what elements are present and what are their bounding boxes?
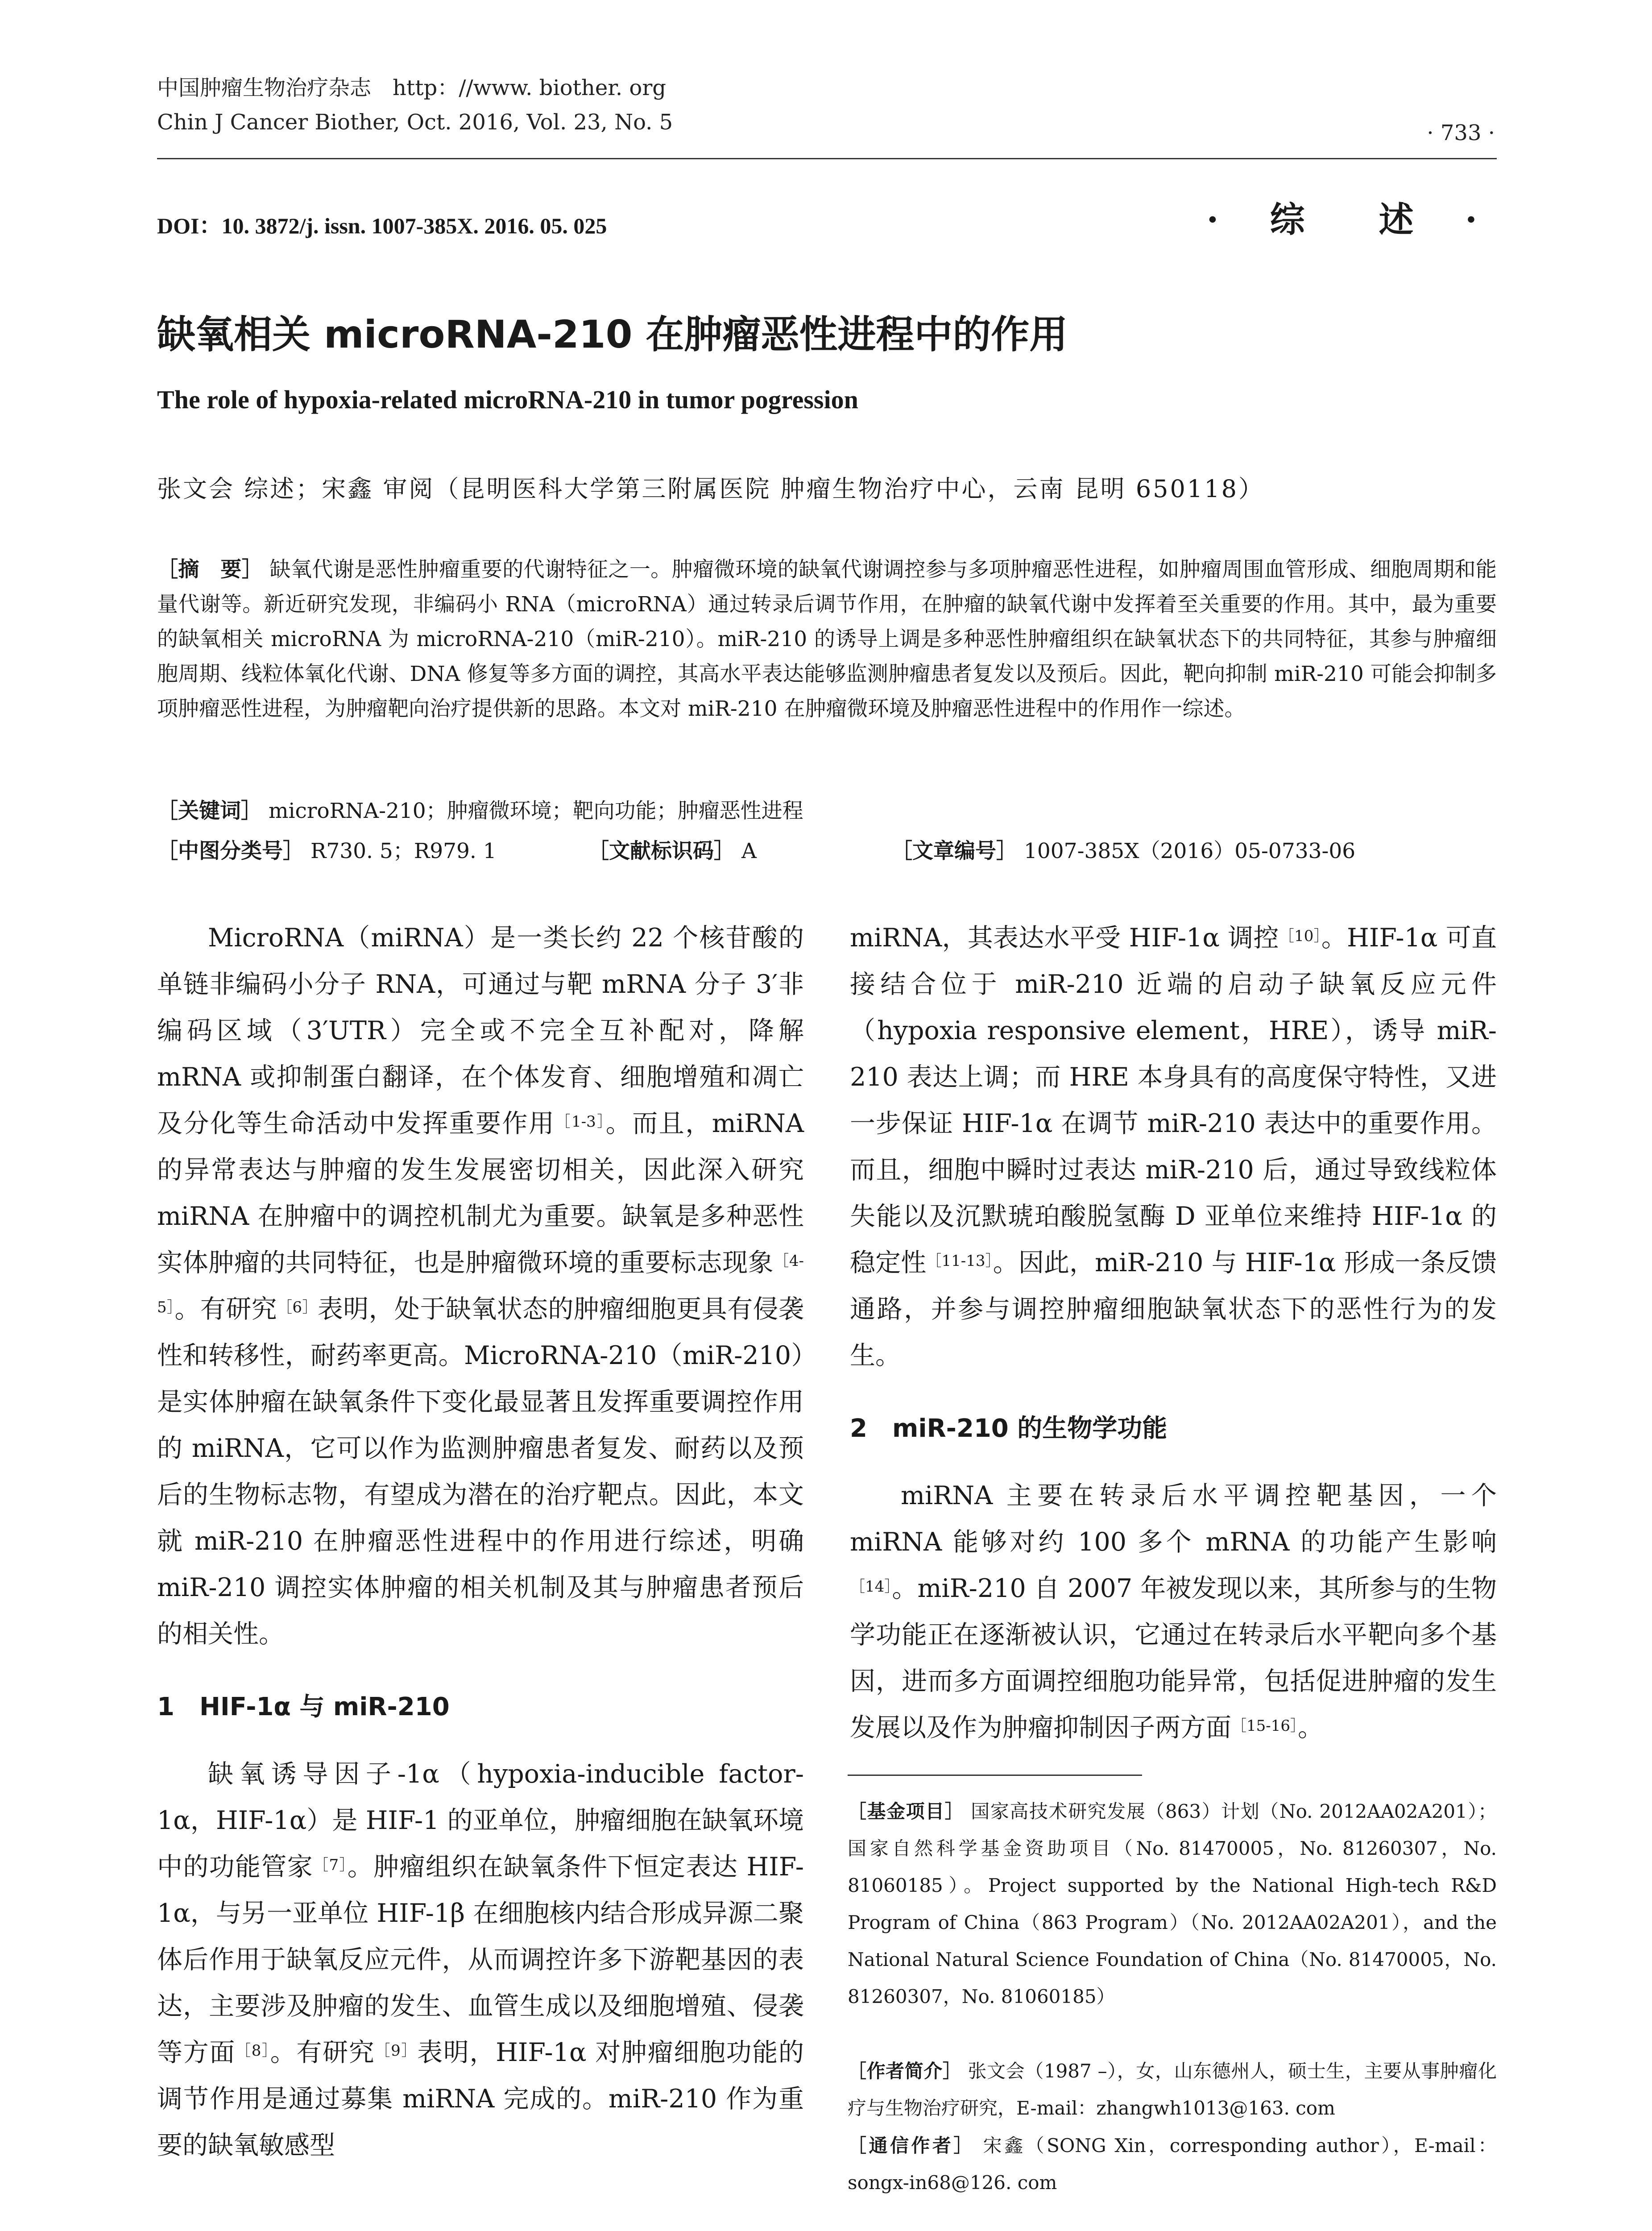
page-number: · 733 · xyxy=(1427,120,1495,145)
doc-value: A xyxy=(741,839,757,863)
citation[interactable]: ［8］ xyxy=(236,2042,270,2060)
classification-clc xyxy=(157,834,497,864)
citation[interactable]: ［7］ xyxy=(313,1856,348,1874)
keywords-text: microRNA-210；肿瘤微环境；靶向功能；肿瘤恶性进程 xyxy=(268,799,803,823)
article-title-cn: 缺氧相关 microRNA-210 在肿瘤恶性进程中的作用 xyxy=(157,312,1068,357)
art-label: ［文章编号］ xyxy=(891,839,1017,863)
right-column xyxy=(850,915,1497,1751)
section-1-heading: 1 HIF-1α 与 miR-210 xyxy=(157,1692,450,1721)
keywords xyxy=(157,794,803,824)
abstract-text: 缺氧代谢是恶性肿瘤重要的代谢特征之一。肿瘤微环境的缺氧代谢调控参与多项肿瘤恶性进程，如肿瘤周围血管形成、细胞周期和能量代谢等。新近研究发现，非编码小 RNA（microRNA）通过转录后调节作用，在肿瘤的缺氧代谢中发挥着至关重要的作用。其中，最为重要的缺氧相关 microRNA 为 microRNA-210（miR-210）。miR-210 的诱导上调是多种恶性肿瘤组织在缺氧状态下的共同特征，其参与肿瘤细胞周期、线粒体氧化代谢、DNA 修复等多方面的调控，其高水平表达能够监测肿瘤患者复发以及预后。因此，靶向抑制 miR-210 可能会抑制多项肿瘤恶性进程，为肿瘤靶向治疗提供新的思路。本文对 miR-210 在肿瘤微环境及肿瘤恶性进程中的作用作一综述。 xyxy=(157,557,1497,721)
footnote-rule xyxy=(848,1775,1142,1776)
citation[interactable]: ［6］ xyxy=(277,1298,318,1316)
funding-label: ［基金项目］ xyxy=(848,1800,965,1822)
continued-paragraph: miRNA，其表达水平受 HIF-1α 调控$^{[10]}$。HIF-1α 可直接结合位于 miR-210 近端的启动子缺氧反应元件（hypoxia responsive element，HRE），诱导 miR-210 表达上调；而 HRE 本身具有的高度保守特性，又进一步保证 HIF-1α 在调节 miR-210 表达中的重要作用。而且，细胞中瞬时过表达 miR-210 后，通过导致线粒体失能以及沉默琥珀酸脱氢酶 D 亚单位来维持 HIF-1α 的稳定性$^{[11-13]}$。因此，miR-210 与 HIF-1α 形成一条反馈通路，并参与调控肿瘤细胞缺氧状态下的恶性行为的发生。 xyxy=(850,923,1497,1370)
author-info-text: 张文会（1987 –），女，山东德州人，硕士生，主要从事肿瘤化疗与生物治疗研究，E-mail：zhangwh1013@163. com xyxy=(848,2060,1497,2119)
citation[interactable]: ［4-5］ xyxy=(157,1252,804,1316)
article-title-en: The role of hypoxia-related microRNA-210 in tumor pogression xyxy=(157,385,858,414)
section-2-paragraph: miRNA 主要在转录后水平调控靶基因，一个 miRNA 能够对约 100 多个 mRNA 的功能产生影响$^{[14]}$。miR-210 自 2007 年被发现以来，其所参与的生物学功能正在逐渐被认识，它通过在转录后水平靶向多个基因，进而多方面调控细胞功能异常，包括促进肿瘤的发生发展以及作为肿瘤抑制因子两方面$^{[15-16]}$。 xyxy=(850,1481,1497,1742)
clc-value: R730. 5；R979. 1 xyxy=(310,839,497,863)
footnote-funding xyxy=(848,1793,1497,2015)
footnote-corresponding xyxy=(848,2127,1497,2201)
doc-label: ［文献标识码］ xyxy=(588,839,735,863)
doi: DOI：10. 3872/j. issn. 1007-385X. 2016. 05. 025 xyxy=(157,213,607,238)
classification-doc xyxy=(588,834,757,864)
intro-paragraph: MicroRNA（miRNA）是一类长约 22 个核苷酸的单链非编码小分子 RNA，可通过与靶 mRNA 分子 3′非编码区域（3′UTR）完全或不完全互补配对，降解 mRNA 或抑制蛋白翻译，在个体发育、细胞增殖和凋亡及分化等生命活动中发挥重要作用$^{[1-3]}$。而且，miRNA 的异常表达与肿瘤的发生发展密切相关，因此深入研究 miRNA 在肿瘤中的调控机制尤为重要。缺氧是多种恶性实体肿瘤的共同特征，也是肿瘤微环境的重要标志现象$^{[4-5]}$。有研究$^{[6]}$表明，处于缺氧状态的肿瘤细胞更具有侵袭性和转移性，耐药率更高。MicroRNA-210（miR-210）是实体肿瘤在缺氧条件下变化最显著且发挥重要调控作用的 miRNA，它可以作为监测肿瘤患者复发、耐药以及预后的生物标志物，有望成为潜在的治疗靶点。因此，本文就 miR-210 在肿瘤恶性进程中的作用进行综述，明确 miR-210 调控实体肿瘤的相关机制及其与肿瘤患者预后的相关性。 xyxy=(157,923,804,1649)
footnote-author xyxy=(848,2053,1497,2127)
citation[interactable]: ［15-16］ xyxy=(1231,1717,1298,1735)
author-info-label: ［作者简介］ xyxy=(848,2060,962,2082)
keywords-label: ［关键词］ xyxy=(157,799,262,823)
citation[interactable]: ［10］ xyxy=(1279,927,1321,945)
corresponding-text[interactable]: 宋鑫（SONG Xin，corresponding author），E-mail：songx-in68@126. com xyxy=(848,2135,1497,2194)
section-2-heading: 2 miR-210 的生物学功能 xyxy=(850,1414,1168,1443)
journal-header-en: Chin J Cancer Biother, Oct. 2016, Vol. 23, No. 5 xyxy=(157,110,673,135)
citation[interactable]: ［11-13］ xyxy=(926,1252,993,1270)
abstract xyxy=(157,552,1497,726)
column-type: · 综 述 · xyxy=(1206,199,1497,240)
abstract-label: ［摘 要］ xyxy=(157,557,263,582)
left-column xyxy=(157,915,804,2169)
classification-article xyxy=(891,834,1355,864)
citation[interactable]: ［1-3］ xyxy=(555,1113,606,1131)
citation[interactable]: ［14］ xyxy=(850,1578,892,1596)
authors-affiliation: 张文会 综述；宋鑫 审阅（昆明医科大学第三附属医院 肿瘤生物治疗中心，云南 昆明 650118） xyxy=(157,475,1264,503)
journal-header-cn: 中国肿瘤生物治疗杂志 http：//www. biother. org xyxy=(157,75,666,100)
corresponding-label: ［通信作者］ xyxy=(848,2135,975,2156)
clc-label: ［中图分类号］ xyxy=(157,839,304,863)
citation[interactable]: ［9］ xyxy=(375,2042,418,2060)
section-1-paragraph: 缺氧诱导因子-1α（hypoxia-inducible factor-1α，HIF-1α）是 HIF-1 的亚单位，肿瘤细胞在缺氧环境中的功能管家$^{[7]}$。肿瘤组织在缺氧条件下恒定表达 HIF-1α，与另一亚单位 HIF-1β 在细胞核内结合形成异源二聚体后作用于缺氧反应元件，从而调控许多下游靶基因的表达，主要涉及肿瘤的发生、血管生成以及细胞增殖、侵袭等方面$^{[8]}$。有研究$^{[9]}$表明，HIF-1α 对肿瘤细胞功能的调节作用是通过募集 miRNA 完成的。miR-210 作为重要的缺氧敏感型 xyxy=(157,1759,804,2160)
art-value: 1007-385X（2016）05-0733-06 xyxy=(1023,839,1356,863)
funding-text: 国家高技术研究发展（863）计划（No. 2012AA02A201）；国家自然科学基金资助项目（No. 81470005，No. 81260307，No. 81060185）。Project supported by the National High-tech R&D Program of China（863 Program）（No. 2012AA02A201），and the National Natural Science Foundation of China（No. 81470005，No. 81260307，No. 81060185） xyxy=(848,1800,1497,2007)
header-rule xyxy=(157,158,1497,159)
